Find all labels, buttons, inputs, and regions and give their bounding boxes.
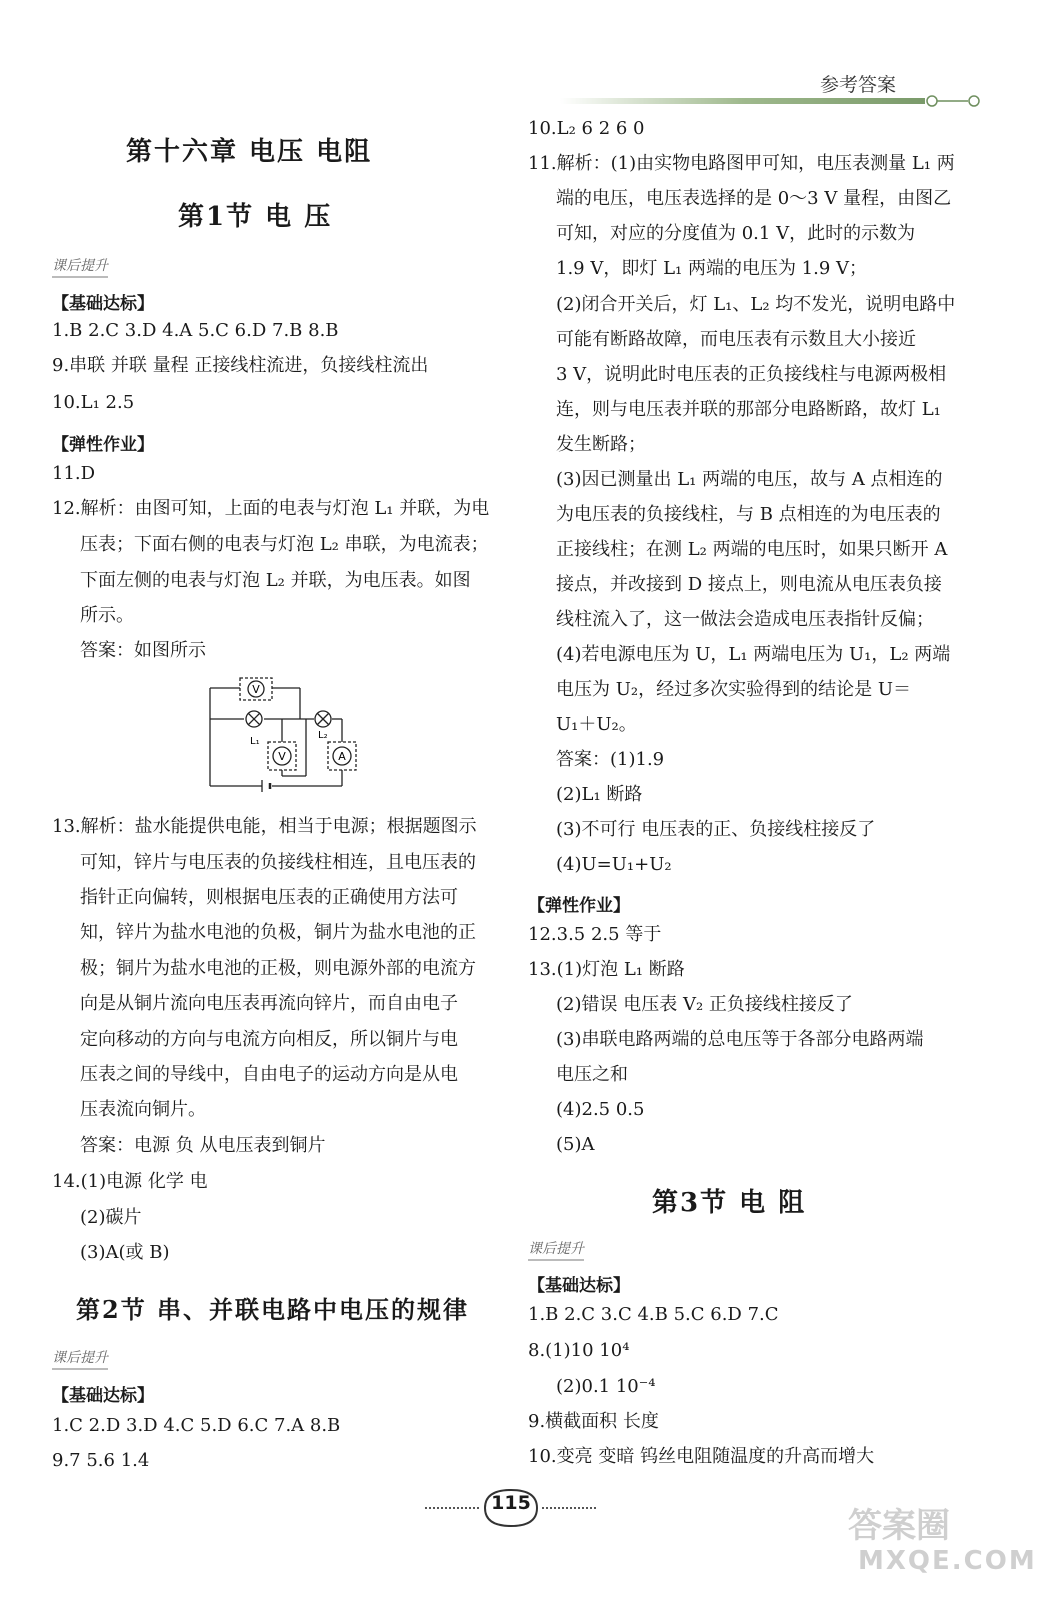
answer-line: 14.(1)电源 化学 电 (52, 1171, 208, 1192)
answer-line: 向是从铜片流向电压表再流向锌片，而自由电子 (80, 993, 458, 1014)
answer-line: 11.D (52, 463, 96, 484)
section-title-1: 第1节 电 压 (178, 202, 333, 232)
basic-heading: 【基础达标】 (52, 294, 154, 314)
answer-line: 知，锌片为盐水电池的负极，铜片为盐水电池的正 (80, 922, 476, 943)
answer-line: 9.串联 并联 量程 正接线柱流进，负接线柱流出 (52, 355, 429, 376)
elastic-heading: 【弹性作业】 (52, 435, 154, 455)
lamp-l2-label: L₂ (318, 730, 328, 741)
answer-line: 9.横截面积 长度 (528, 1411, 659, 1432)
answer-line: 13.(1)灯泡 L₁ 断路 (528, 959, 685, 980)
answer-line: (2)错误 电压表 V₂ 正负接线柱接反了 (556, 994, 853, 1015)
answer-line: 可知，锌片与电压表的负接线柱相连，且电压表的 (80, 852, 476, 873)
section-title-3: 第3节 电 阻 (652, 1188, 807, 1218)
circuit-diagram (202, 672, 402, 792)
answer-line: 答案：(1)1.9 (556, 749, 665, 770)
answer-line: 端的电压，电压表选择的是 0～3 V 量程，由图乙 (556, 188, 952, 209)
answer-line: (2)闭合开关后，灯 L₁、L₂ 均不发光，说明电路中 (556, 294, 956, 315)
answer-line: 定向移动的方向与电流方向相反，所以铜片与电 (80, 1029, 458, 1050)
answer-line: (2)碳片 (80, 1207, 142, 1228)
answer-line: (3)A(或 B) (80, 1242, 170, 1263)
voltmeter-bottom-label: V (278, 750, 286, 763)
watermark-url: MXQE.COM (858, 1546, 1037, 1576)
answer-line: 电压之和 (556, 1064, 628, 1085)
after-class-tag: 课后提升 (52, 1347, 108, 1370)
header-rule (560, 92, 990, 112)
answer-line: (3)串联电路两端的总电压等于各部分电路两端 (556, 1029, 924, 1050)
answer-line: U₁＋U₂。 (556, 714, 637, 735)
answer-line: (3)不可行 电压表的正、负接线柱接反了 (556, 819, 876, 840)
answer-line: 1.9 V，即灯 L₁ 两端的电压为 1.9 V； (556, 258, 868, 279)
answer-line: 答案：电源 负 从电压表到铜片 (80, 1135, 326, 1156)
basic-heading: 【基础达标】 (528, 1276, 630, 1296)
answer-line: 13.解析：盐水能提供电能，相当于电源；根据题图示 (52, 816, 477, 837)
answer-line: 指针正向偏转，则根据电压表的正确使用方法可 (80, 887, 458, 908)
answer-line: (4)若电源电压为 U，L₁ 两端电压为 U₁，L₂ 两端 (556, 644, 951, 665)
page-number-badge (425, 1478, 625, 1538)
answer-line: 3 V，说明此时电压表的正负接线柱与电源两极相 (556, 364, 947, 385)
basic-heading: 【基础达标】 (52, 1386, 154, 1406)
watermark-logo: 答案圈 (848, 1506, 950, 1546)
answer-line: 10.L₁ 2.5 (52, 392, 135, 413)
answer-line: (3)因已测量出 L₁ 两端的电压，故与 A 点相连的 (556, 469, 943, 490)
chapter-title: 第十六章 电压 电阻 (126, 137, 373, 167)
after-class-tag: 课后提升 (52, 255, 108, 278)
answer-line: (4)U=U₁+U₂ (556, 854, 672, 875)
answer-line: 1.C 2.D 3.D 4.C 5.D 6.C 7.A 8.B (52, 1415, 341, 1436)
answer-line: 发生断路； (556, 434, 646, 455)
elastic-heading: 【弹性作业】 (528, 896, 630, 916)
answer-line: 压表；下面右侧的电表与灯泡 L₂ 串联，为电流表； (80, 534, 489, 555)
section-title-2: 第2节 串、并联电路中电压的规律 (76, 1295, 470, 1324)
answer-line: 连，则与电压表并联的那部分电路断路，故灯 L₁ (556, 399, 941, 420)
answer-line: 压表流向铜片。 (80, 1099, 206, 1120)
answer-line: 正接线柱；在测 L₂ 两端的电压时，如果只断开 A (556, 539, 948, 560)
answer-line: (2)L₁ 断路 (556, 784, 643, 805)
page-number: 115 (491, 1492, 531, 1514)
answer-line: 12.解析：由图可知，上面的电表与灯泡 L₁ 并联，为电 (52, 498, 490, 519)
answer-line: 8.(1)10 10⁴ (528, 1340, 630, 1361)
answer-line: 极；铜片为盐水电池的正极，则电源外部的电流方 (80, 958, 476, 979)
answer-line: 电压为 U₂，经过多次实验得到的结论是 U＝ (556, 679, 911, 700)
answer-line: 可能有断路故障，而电压表有示数且大小接近 (556, 329, 916, 350)
answer-line: 10.变亮 变暗 钨丝电阻随温度的升高而增大 (528, 1446, 875, 1467)
answer-line: 为电压表的负接线柱，与 B 点相连的为电压表的 (556, 504, 941, 525)
ammeter-label: A (338, 750, 346, 763)
answer-line: 下面左侧的电表与灯泡 L₂ 并联，为电压表。如图 (80, 570, 471, 591)
answer-line: 压表之间的导线中，自由电子的运动方向是从电 (80, 1064, 458, 1085)
answer-line: 10.L₂ 6 2 6 0 (528, 118, 645, 139)
answer-line: 1.B 2.C 3.D 4.A 5.C 6.D 7.B 8.B (52, 320, 339, 341)
answer-line: 所示。 (80, 605, 134, 626)
answer-line: 11.解析：(1)由实物电路图甲可知，电压表测量 L₁ 两 (528, 153, 955, 174)
answer-line: 1.B 2.C 3.C 4.B 5.C 6.D 7.C (528, 1304, 779, 1325)
answer-line: 12.3.5 2.5 等于 (528, 924, 662, 945)
answer-line: 接点，并改接到 D 接点上，则电流从电压表负接 (556, 574, 942, 595)
header-label: 参考答案 (820, 74, 897, 96)
answer-line: 线柱流入了，这一做法会造成电压表指针反偏； (556, 609, 934, 630)
voltmeter-top-label: V (252, 683, 260, 696)
answer-line: (2)0.1 10⁻⁴ (556, 1376, 656, 1397)
answer-line: 可知，对应的分度值为 0.1 V，此时的示数为 (556, 223, 916, 244)
lamp-l1-label: L₁ (250, 736, 260, 747)
answer-line: 答案：如图所示 (80, 640, 206, 661)
answer-line: 9.7 5.6 1.4 (52, 1450, 150, 1471)
answer-line: (5)A (556, 1134, 595, 1155)
answer-line: (4)2.5 0.5 (556, 1099, 645, 1120)
after-class-tag: 课后提升 (528, 1238, 584, 1261)
